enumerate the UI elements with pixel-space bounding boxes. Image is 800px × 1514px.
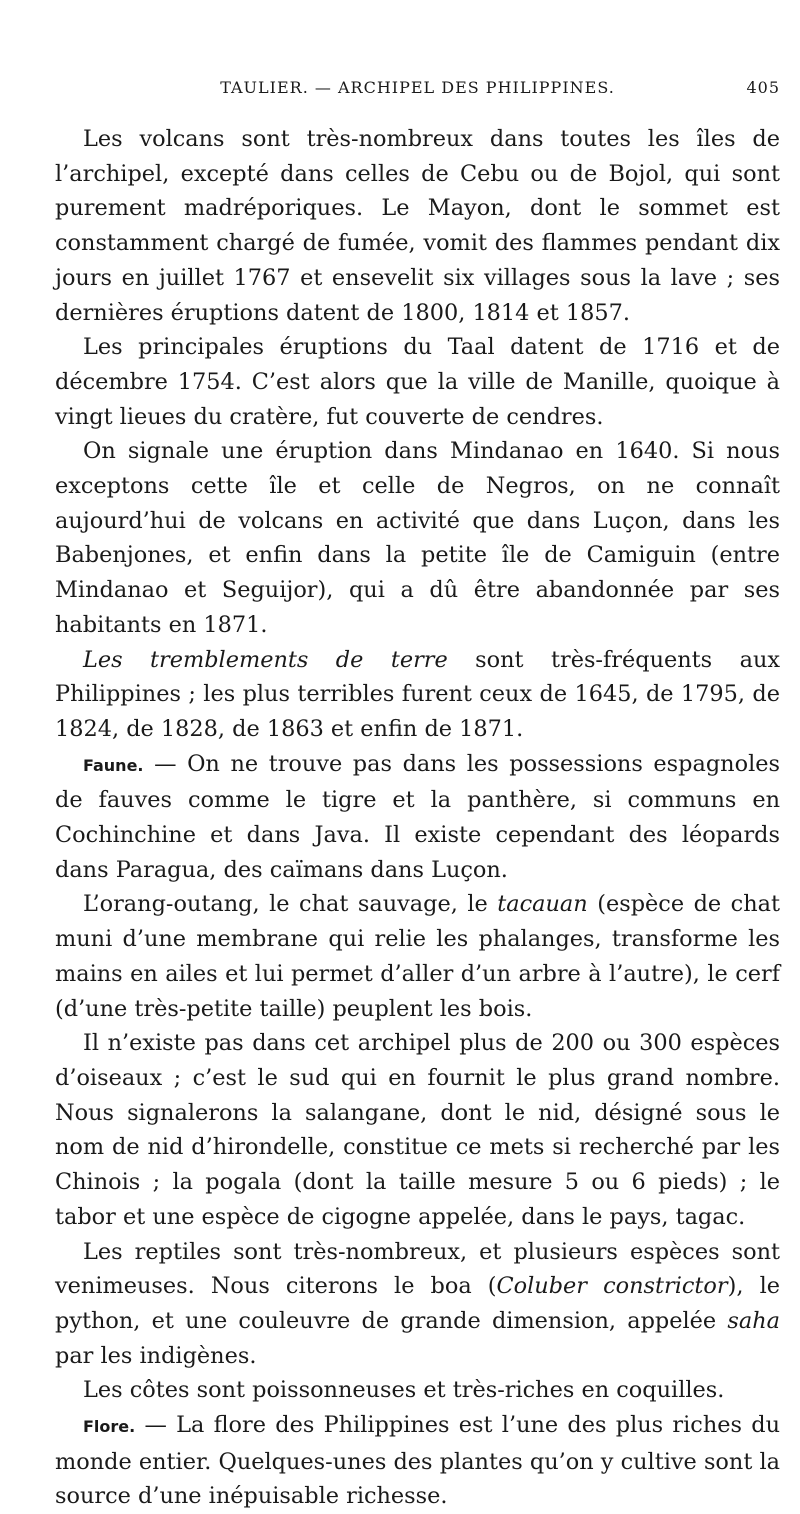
paragraph-text: (espèce de chat muni d’une membrane qui relie les phalanges, transforme les mains en ailes et lui permet d’aller d’un arbre à l’autre), le cerf (d’une très-petite taille) peuplent les bois. — [55, 891, 780, 1022]
paragraph-text: Les côtes sont poissonneuses et très-riches en coquilles. — [83, 1377, 725, 1404]
paragraph-text: On signale une éruption dans Mindanao en 1640. Si nous exceptons cette île et celle de Negros, on ne connaît aujourd’hui de volcans en activité que dans Luçon, dans les Babenjones, et enfin dans la petite île de Camiguin (entre Mindanao et Seguijor), qui a dû être abandonnée par ses habitants en 1871. — [55, 438, 780, 638]
italic-term: Coluber constrictor — [496, 1273, 728, 1300]
paragraph-faune — [55, 747, 780, 888]
italic-term: Les tremblements de terre — [83, 646, 448, 673]
paragraph-reptiles — [55, 1235, 780, 1374]
paragraph-text: L’orang-outang, le chat sauvage, le — [83, 891, 498, 918]
paragraph-taal — [55, 330, 780, 434]
paragraph-text: Les reptiles sont très-nombreux, et plusieurs espèces sont venimeuses. Nous citerons le boa ( — [55, 1238, 780, 1300]
paragraph-volcans — [55, 122, 780, 330]
paragraph-text: Il n’existe pas dans cet archipel plus de 200 ou 300 espèces d’oiseaux ; c’est le sud qui en fournit le plus grand nombre. Nous signalerons la salangane, dont le nid, désigné sous le nom de nid d’hirondelle, constitue ce mets si recherché par les Chinois ; la pogala (dont la taille mesure 5 ou 6 pieds) ; le tabor et une espèce de cigogne appelée, dans le pays, tagac. — [55, 1030, 780, 1230]
italic-term: tacauan — [497, 891, 588, 918]
paragraph-text: par les indigènes. — [55, 1342, 257, 1369]
paragraph-text: — On ne trouve pas dans les possessions espagnoles de fauves comme le tigre et la panthère, si communs en Cochinchine et dans Java. Il existe cependant des léopards dans Paragua, des caïmans dans Luçon. — [55, 750, 780, 883]
paragraph-mindanao — [55, 434, 780, 642]
section-label-flore: Flore. — [83, 1417, 136, 1437]
paragraph-text: ), le python, et une couleuvre de grande dimension, appelée — [55, 1273, 780, 1334]
paragraph-text: Les principales éruptions du Taal datent de 1716 et de décembre 1754. C’est alors que la ville de Manille, quoique à vingt lieues du cratère, fut couverte de cendres. — [55, 334, 780, 430]
paragraph-oiseaux — [55, 1026, 780, 1234]
paragraph-text: sont très-fréquents aux Philippines ; les plus terribles furent ceux de 1645, de 1795, de 1824, de 1828, de 1863 et enfin de 1871. — [55, 646, 780, 742]
running-title: TAULIER. — ARCHIPEL DES PHILIPPINES. — [220, 78, 615, 97]
body-text — [55, 122, 780, 1514]
paragraph-tremblements — [55, 643, 780, 747]
paragraph-text: Les volcans sont très-nombreux dans toutes les îles de l’archipel, excepté dans celles de Cebu ou de Bojol, qui sont purement madréporiques. Le Mayon, dont le sommet est constamment chargé de fumée, vomit des flammes pendant dix jours en juillet 1767 et ensevelit six villages sous la lave ; ses dernières éruptions datent de 1800, 1814 et 1857. — [55, 126, 780, 326]
paragraph-mammiferes — [55, 887, 780, 1026]
paragraph-flore — [55, 1408, 780, 1514]
paragraph-cotes — [55, 1373, 780, 1408]
paragraph-text: — La flore des Philippines est l’une des plus riches du monde entier. Quelques-unes des plantes qu’on y cultive sont la source d’une inépuisable richesse. — [55, 1412, 780, 1510]
italic-term: saha — [727, 1307, 780, 1334]
page — [55, 78, 780, 1514]
running-head — [55, 78, 780, 108]
section-label-faune: Faune. — [83, 755, 144, 775]
page-number: 405 — [746, 78, 780, 97]
